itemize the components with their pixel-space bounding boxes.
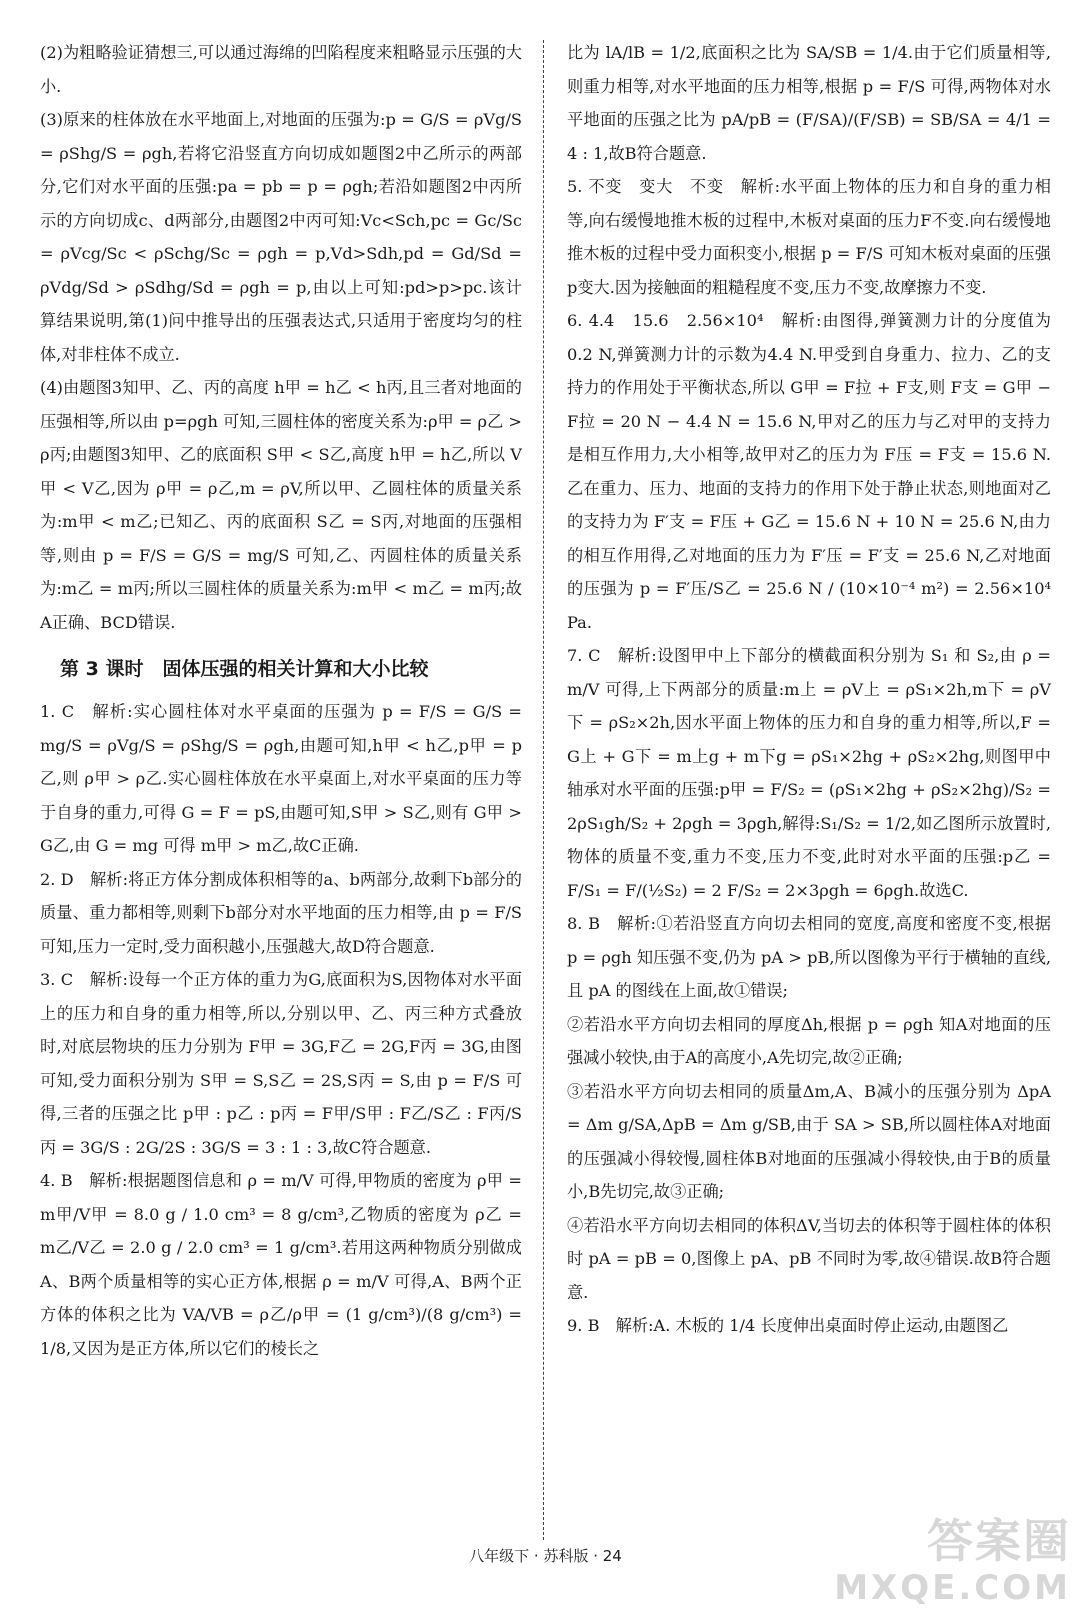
answer-item-8-part-3: ③若沿水平方向切去相同的质量Δm,A、B减小的压强分别为 ΔpA = Δm g/SA,ΔpB = Δm g/SB,由于 SA > SB,所以圆柱体A对地面的压强减小得较慢,圆柱体B对地面的压强减小得较快,由于B的质量小,B先切完,故③正确;	[567, 1081, 1051, 1201]
answer-item-8-part-1: 8. B 解析:①若沿竖直方向切去相同的宽度,高度和密度不变,根据 p = ρgh 知压强不变,仍为 pA > pB,所以图像为平行于横轴的直线,且 pA 的图线在上面,故①错误;	[567, 914, 1051, 1000]
answer-item-7: 7. C 解析:设图甲中上下部分的横截面积分别为 S₁ 和 S₂,由 ρ = m/V 可得,上下两部分的质量:m上 = ρV上 = ρS₁×2h,m下 = ρV下 = ρS₂×2h,因水平面上物体的压力和自身的重力相等,所以,F = G上 + G下 = m上g + m下g = ρS₁×2hg + ρS₂×2hg,则图甲中轴承对水平面的压强:p甲 = F/S₂ = (ρS₁×2hg + ρS₂×2hg)/S₂ = 2ρS₁gh/S₂ + 2ρgh = 3ρgh,解得:S₁/S₂ = 1/2,如乙图所示放置时,物体的质量不变,重力不变,压力不变,此时对水平面的压强:p乙 = F/S₁ = F/(½S₂) = 2 F/S₂ = 2×3ρgh = 6ρgh.故选C.	[567, 646, 1051, 900]
column-divider	[543, 40, 544, 1540]
answer-item-3: 3. C 解析:设每一个正方体的重力为G,底面积为S,因物体对水平面上的压力和自身的重力相等,所以,分别以甲、乙、丙三种方式叠放时,对底层物块的压力分别为 F甲 = 3G,F乙 = 2G,F丙 = 3G,由图可知,受力面积分别为 S甲 = S,S乙 = 2S,S丙 = S,由 p = F/S 可得,三者的压强之比 p甲 : p乙 : p丙 = F甲/S甲 : F乙/S乙 : F丙/S丙 = 3G/S : 2G/2S : 3G/S = 3 : 1 : 3,故C符合题意.	[40, 970, 522, 1157]
answer-part-4: (4)由题图3知甲、乙、丙的高度 h甲 = h乙 < h丙,且三者对地面的压强相等,所以由 p=ρgh 可知,三圆柱体的密度关系为:ρ甲 = ρ乙 > ρ丙;由题图3知甲、乙的底面积 S甲 < S乙,高度 h甲 = h乙,所以 V甲 < V乙,因为 ρ甲 = ρ乙,m = ρV,所以甲、乙圆柱体的质量关系为:m甲 < m乙;已知乙、丙的底面积 S乙 = S丙,对地面的压强相等,则由 p = F/S = G/S = mg/S 可知,乙、丙圆柱体的质量关系为:m乙 = m丙;所以三圆柱体的质量关系为:m甲 < m乙 = m丙;故A正确、BCD错误.	[40, 378, 522, 632]
answer-item-4: 4. B 解析:根据题图信息和 ρ = m/V 可得,甲物质的密度为 ρ甲 = m甲/V甲 = 8.0 g / 1.0 cm³ = 8 g/cm³,乙物质的密度为 ρ乙 = m乙/V乙 = 2.0 g / 2.0 cm³ = 1 g/cm³.若用这两种物质分别做成A、B两个质量相等的实心正方体,根据 ρ = m/V 可得,A、B两个正方体的体积之比为 VA/VB = ρ乙/ρ甲 = (1 g/cm³)/(8 g/cm³) = 1/8,又因为是正方体,所以它们的棱长之	[40, 1171, 522, 1358]
right-column	[567, 36, 1051, 1343]
watermark-text: 答案圈	[927, 1514, 1071, 1568]
answer-item-8-part-4: ④若沿水平方向切去相同的体积ΔV,当切去的体积等于圆柱体的体积时 pA = pB = 0,图像上 pA、pB 不同时为零,故④错误.故B符合题意.	[567, 1215, 1051, 1302]
answer-item-5: 5. 不变 变大 不变 解析:水平面上物体的压力和自身的重力相等,向右缓慢地推木板的过程中,木板对桌面的压力F不变.向右缓慢地推木板的过程中受力面积变小,根据 p = F/S 可知木板对桌面的压强p变大.因为接触面的粗糙程度不变,压力不变,故摩擦力不变.	[567, 177, 1051, 297]
answer-item-1: 1. C 解析:实心圆柱体对水平桌面的压强为 p = F/S = G/S = mg/S = ρVg/S = ρShg/S = ρgh,由题可知,h甲 < h乙,p甲 = p乙,则 ρ甲 > ρ乙.实心圆柱体放在水平桌面上,对水平桌面的压力等于自身的重力,可得 G = F = pS,由题可知,S甲 > S乙,则有 G甲 > G乙,由 G = mg 可得 m甲 > m乙,故C正确.	[40, 702, 522, 855]
answer-part-3: (3)原来的柱体放在水平地面上,对地面的压强为:p = G/S = ρVg/S = ρShg/S = ρgh,若将它沿竖直方向切成如题图2中乙所示的两部分,它们对水平面的压强:pa = pb = p = ρgh;若沿如题图2中丙所示的方向切成c、d两部分,由题图2中丙可知:Vc<Sch,pc = Gc/Sc = ρVcg/Sc < ρSchg/Sc = ρgh = p,Vd>Sdh,pd = Gd/Sd = ρVdg/Sd > ρSdhg/Sd = ρgh = p,由以上可知:pd>p>pc.该计算结果说明,第(1)问中推导出的压强表达式,只适用于密度均匀的柱体,对非柱体不成立.	[40, 110, 522, 364]
answer-item-6: 6. 4.4 15.6 2.56×10⁴ 解析:由图得,弹簧测力计的分度值为0.2 N,弹簧测力计的示数为4.4 N.甲受到自身重力、拉力、乙的支持力的作用处于平衡状态,所以 G甲 = F拉 + F支,则 F支 = G甲 − F拉 = 20 N − 4.4 N = 15.6 N,甲对乙的压力与乙对甲的支持力是相互作用力,大小相等,故甲对乙的压力为 F压 = F支 = 15.6 N.乙在重力、压力、地面的支持力的作用下处于静止状态,则地面对乙的支持力为 F′支 = F压 + G乙 = 15.6 N + 10 N = 25.6 N,由力的相互作用得,乙对地面的压力为 F′压 = F′支 = 25.6 N,乙对地面的压强为 p = F′压/S乙 = 25.6 N / (10×10⁻⁴ m²) = 2.56×10⁴ Pa.	[567, 311, 1051, 632]
section-heading: 第 3 课时 固体压强的相关计算和大小比较	[60, 658, 429, 680]
answer-item-9: 9. B 解析:A. 木板的 1/4 长度伸出桌面时停止运动,由题图乙	[567, 1316, 1009, 1335]
left-column	[40, 36, 522, 1365]
watermark-url: MXQE.COM	[834, 1568, 1071, 1608]
page-footer: 八年级下 · 苏科版 · 24	[469, 1547, 622, 1565]
answer-item-8-part-2: ②若沿水平方向切去相同的厚度Δh,根据 p = ρgh 知A对地面的压强减小较快,由于A的高度小,A先切完,故②正确;	[567, 1014, 1051, 1067]
answer-item-4-continued: 比为 lA/lB = 1/2,底面积之比为 SA/SB = 1/4.由于它们质量相等,则重力相等,对水平地面的压力相等,根据 p = F/S 可得,两物体对水平地面的压强之比为 pA/pB = (F/SA)/(F/SB) = SB/SA = 4/1 = 4 : 1,故B符合题意.	[567, 43, 1051, 163]
answer-item-2: 2. D 解析:将正方体分割成体积相等的a、b两部分,故剩下b部分的质量、重力都相等,则剩下b部分对水平地面的压力相等,由 p = F/S 可知,压力一定时,受力面积越小,压强越大,故D符合题意.	[40, 869, 522, 956]
answer-part-2: (2)为粗略验证猜想三,可以通过海绵的凹陷程度来粗略显示压强的大小.	[40, 43, 522, 96]
watermark-logo	[834, 1505, 1071, 1608]
